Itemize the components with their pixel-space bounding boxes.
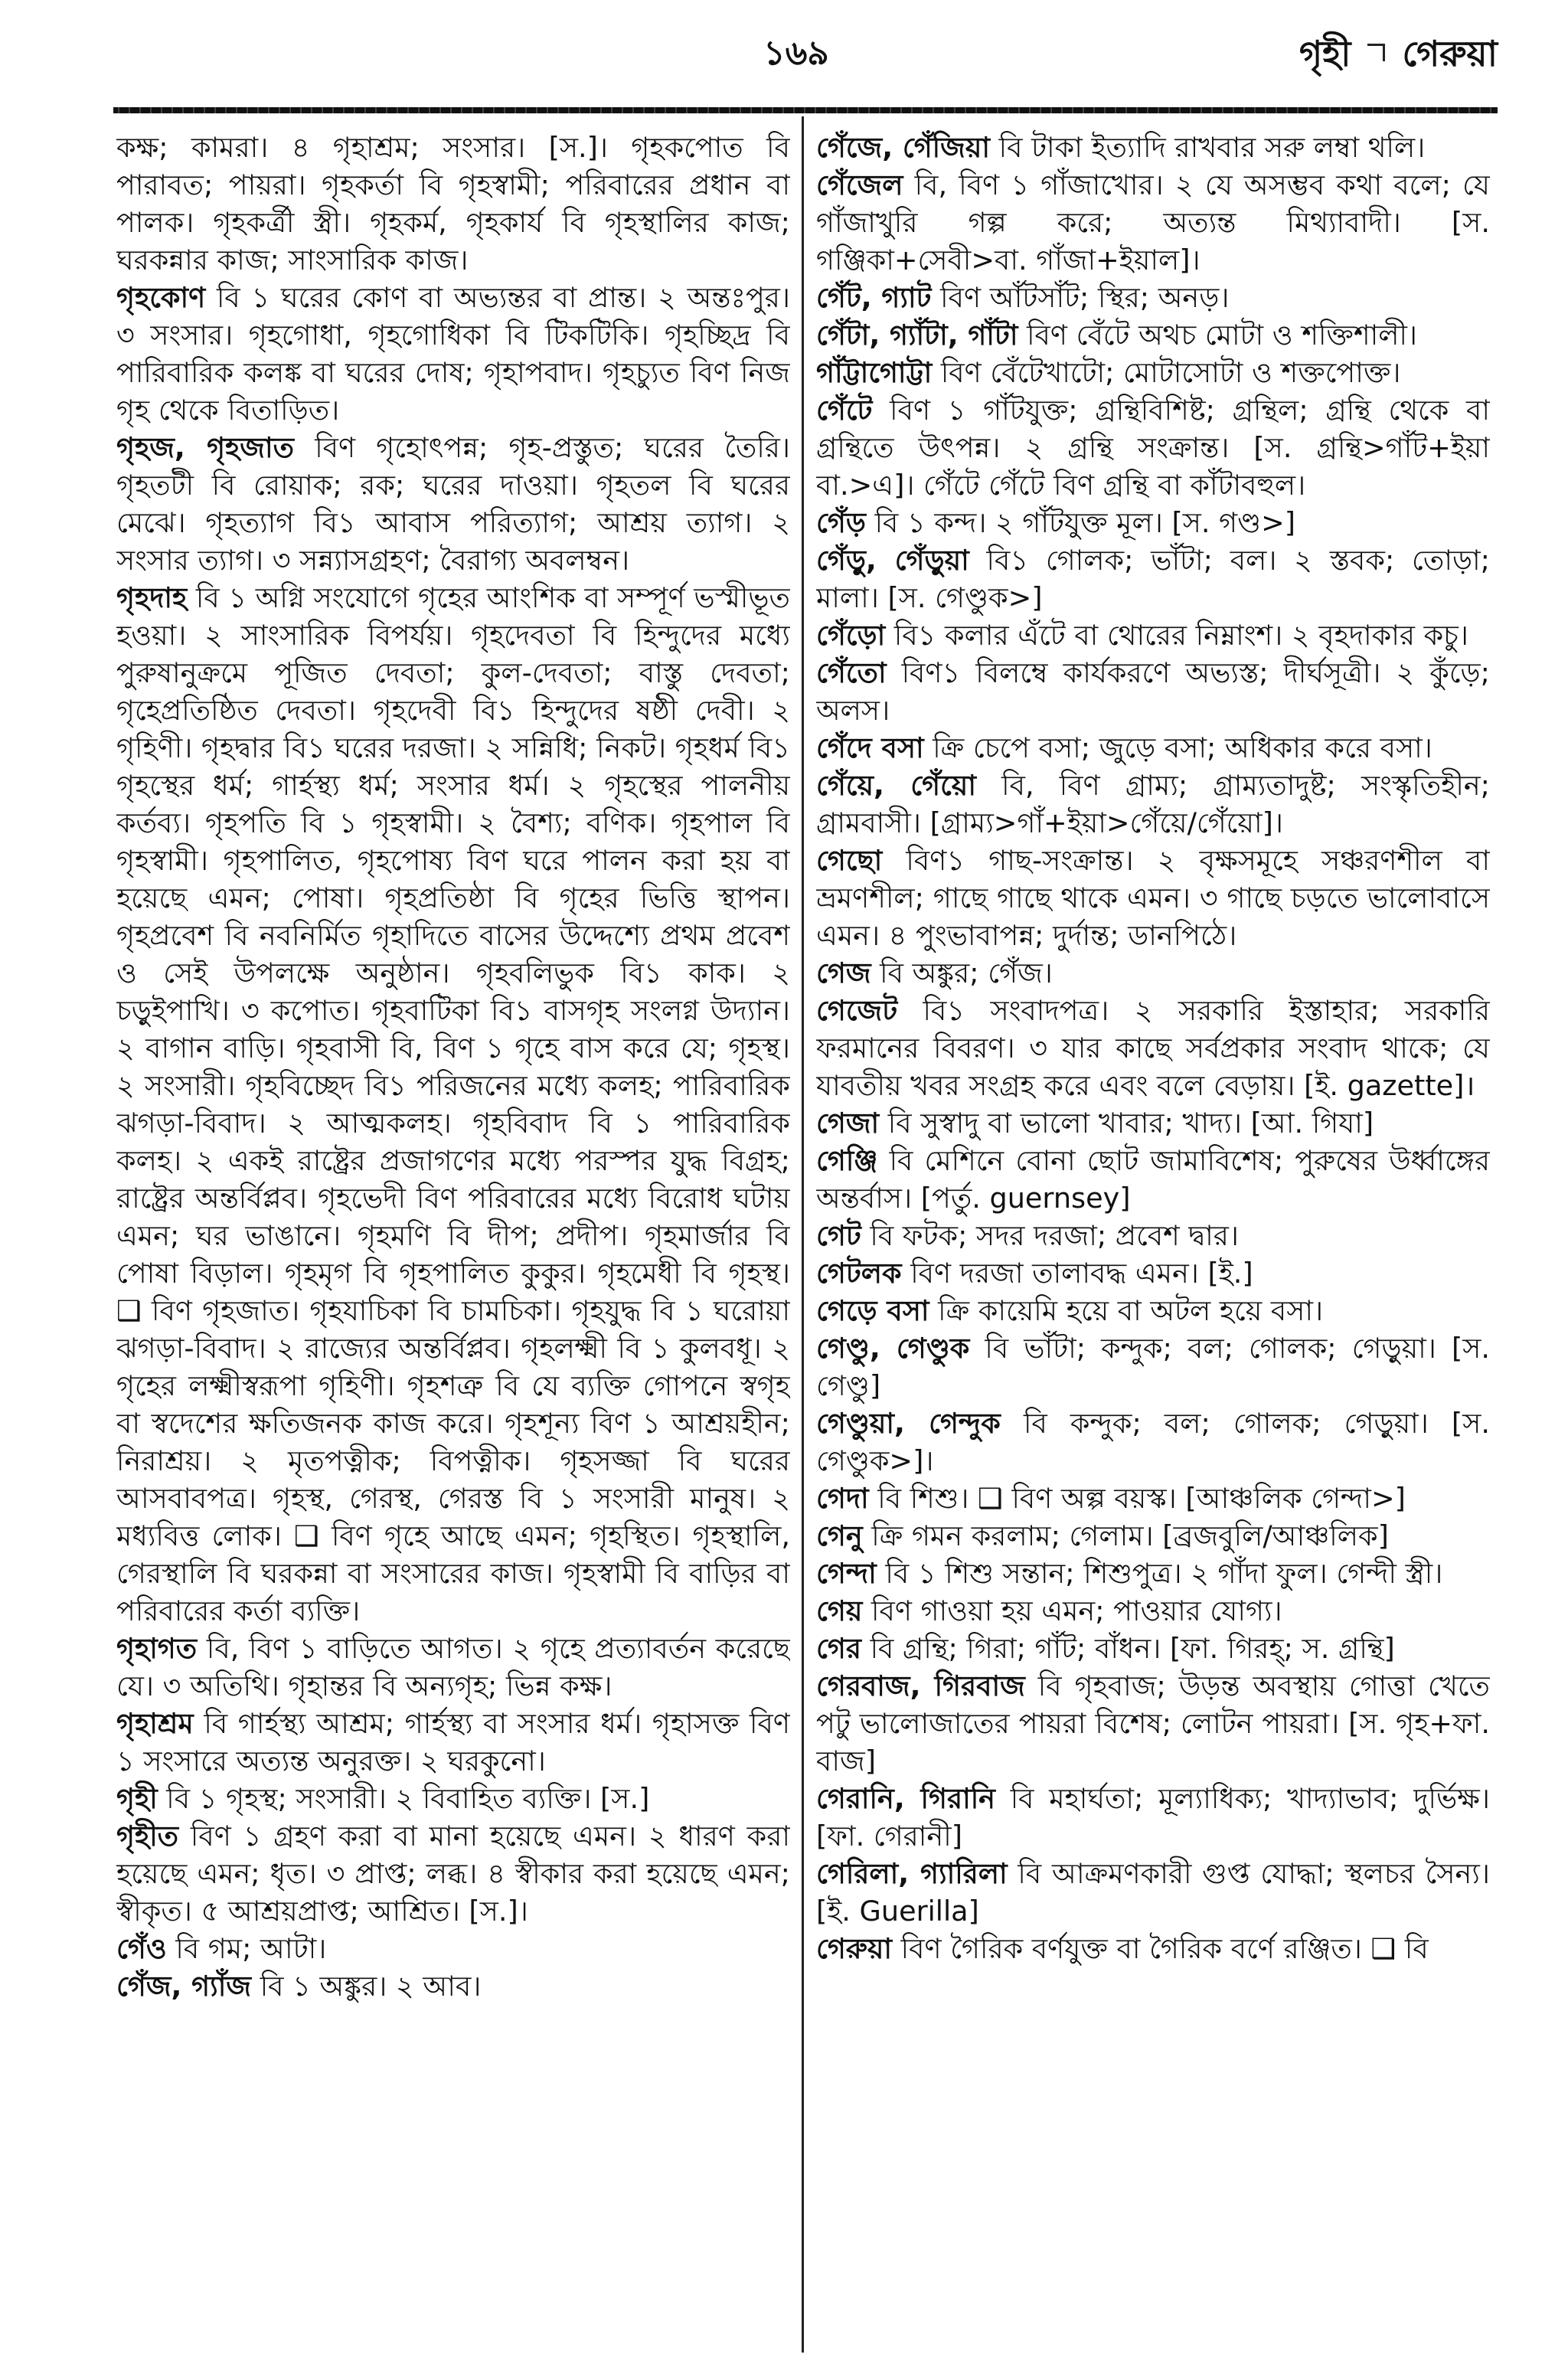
- entry-headword: গাঁট্টাগোট্টা: [816, 356, 933, 389]
- entry-headword: গেরানি, গিরানি: [816, 1782, 996, 1815]
- entry-headword: গেঁয়ে, গেঁয়ো: [816, 769, 976, 802]
- dictionary-entry: [816, 1630, 1490, 1667]
- entry-headword: গেদা: [816, 1482, 869, 1515]
- running-head-first-word: গৃহী: [1298, 33, 1351, 74]
- entry-definition: বিণ১ গাছ-সংক্রান্ত। ২ বৃক্ষসমূহে সঞ্চরণশীল বা ভ্রমণশীল; গাছে গাছে থাকে এমন। ৩ গাছে চড়তে ভালোবাসে এমন। ৪ পুংভাবাপন্ন; দুর্দান্ত; ডানপিঠে।: [816, 844, 1490, 952]
- dictionary-entry: [816, 504, 1490, 541]
- entry-headword: গেঞ্জি: [816, 1144, 878, 1177]
- entry-definition: বিণ দরজা তালাবদ্ধ এমন। [ই.]: [901, 1257, 1253, 1290]
- corner-mark-icon: [1367, 44, 1385, 61]
- entry-definition: বি গার্হস্থ্য আশ্রম; গার্হস্থ্য বা সংসার ধর্ম। গৃহাসক্ত বিণ ১ সংসারে অত্যন্ত অনুরক্ত। ২ ঘরকুনো।: [116, 1707, 790, 1777]
- dictionary-entry: [116, 1705, 790, 1780]
- entry-definition: বি টাকা ইত্যাদি রাখবার সরু লম্বা থলি।: [990, 131, 1426, 164]
- entry-definition: বিণ আঁটসাঁট; স্থির; অনড়।: [931, 281, 1230, 314]
- page-number: ১৬৯: [763, 34, 829, 73]
- dictionary-entry: [816, 1254, 1490, 1292]
- entry-definition: বি ১ কন্দ। ২ গাঁটযুক্ত মূল। [স. গণ্ড>]: [865, 506, 1296, 539]
- entry-headword: গেঁট, গ্যাট: [816, 281, 932, 314]
- dictionary-entry: [816, 129, 1490, 166]
- left-column: [116, 129, 790, 2349]
- entry-headword: গেজেট: [816, 994, 898, 1027]
- entry-headword: গৃহকোণ: [116, 281, 206, 314]
- entry-definition: বিণ বেঁটেখাটো; মোটাসোটা ও শক্তপোক্ত।: [932, 356, 1401, 389]
- entry-definition: ক্রি চেপে বসা; জুড়ে বসা; অধিকার করে বসা।: [923, 731, 1432, 764]
- entry-headword: গেঁটে: [816, 394, 873, 427]
- entry-headword: গৃহদাহ: [116, 581, 188, 614]
- entry-headword: গেণ্ডু, গেণ্ডুক: [816, 1332, 970, 1365]
- dictionary-entry: [816, 391, 1490, 504]
- entry-headword: গেণ্ডুয়া, গেন্দুক: [816, 1407, 1001, 1440]
- entry-definition: বি শিশু। ❑ বিণ অল্প বয়স্ক। [আঞ্চলিক গেন্দা>]: [868, 1482, 1406, 1515]
- dictionary-entry: [816, 1555, 1490, 1592]
- dictionary-entry: [816, 1930, 1490, 1967]
- entry-headword: গেয়: [816, 1594, 863, 1627]
- entry-headword: গেঁজে, গেঁজিয়া: [816, 131, 991, 164]
- entry-definition: বি ১ শিশু সন্তান; শিশুপুত্র। ২ গাঁদা ফুল। গেন্দী স্ত্রী।: [876, 1557, 1443, 1590]
- dictionary-entry: [116, 1817, 790, 1930]
- dictionary-entry: [816, 166, 1490, 279]
- entry-definition: বি, বিণ গ্রাম্য; গ্রাম্যতাদুষ্ট; সংস্কৃতিহীন; গ্রামবাসী। [গ্রাম্য>গাঁ+ইয়া>গেঁয়ে/গেঁয়ো]।: [816, 769, 1490, 839]
- entry-definition: ক্রি কায়েমি হয়ে বা অটল হয়ে বসা।: [929, 1294, 1324, 1327]
- running-head: [1299, 28, 1498, 86]
- entry-definition: বি ১ ঘরের কোণ বা অভ্যন্তর বা প্রান্ত। ২ অন্তঃপুর। ৩ সংসার। গৃহগোধা, গৃহগোধিকা বি টিকটিকি। গৃহচ্ছিদ্র বি পারিবারিক কলঙ্ক বা ঘরের দোষ; গৃহাপবাদ। গৃহচ্যুত বিণ নিজ গৃহ থেকে বিতাড়িত।: [116, 281, 790, 427]
- entry-headword: গেড়ে বসা: [816, 1294, 929, 1327]
- dictionary-entry: [816, 1217, 1490, 1254]
- entry-headword: গেঁড়ু, গেঁড়ুয়া: [816, 544, 969, 577]
- entry-definition: বি ফটক; সদর দরজা; প্রবেশ দ্বার।: [861, 1219, 1239, 1252]
- entry-headword: গেট: [816, 1219, 861, 1252]
- entry-headword: গেঁড়ো: [816, 619, 886, 652]
- entry-headword: গেছো: [816, 844, 883, 877]
- entry-definition: কক্ষ; কামরা। ৪ গৃহাশ্রম; সংসার। [স.]। গৃহকপোত বি পারাবত; পায়রা। গৃহকর্তা বি গৃহস্বামী; পরিবারের প্রধান বা পালক। গৃহকর্ত্রী স্ত্রী। গৃহকর্ম, গৃহকার্য বি গৃহস্থালির কাজ; ঘরকন্নার কাজ; সাংসারিক কাজ।: [116, 131, 790, 276]
- entry-headword: গৃহজ, গৃহজাত: [116, 431, 295, 464]
- dictionary-entry: [816, 1404, 1490, 1480]
- dictionary-entry: [816, 1480, 1490, 1517]
- entry-headword: গেঁদে বসা: [816, 731, 924, 764]
- header-rule: [113, 107, 1498, 113]
- running-head-last-word: গেরুয়া: [1402, 33, 1498, 74]
- dictionary-entry: [116, 579, 790, 1630]
- entry-definition: বিণ ১ গাঁটযুক্ত; গ্রন্থিবিশিষ্ট; গ্রন্থিল; গ্রন্থি থেকে বা গ্রন্থিতে উৎপন্ন। ২ গ্রন্থি সংক্রান্ত। [স. গ্রন্থি>গাঁট+ইয়া বা.>এ]। গেঁটে গেঁটে বিণ গ্রন্থি বা কাঁটাবহুল।: [816, 394, 1490, 502]
- dictionary-entry: [116, 1630, 790, 1705]
- entry-headword: গেঁড়: [816, 506, 866, 539]
- entry-definition: বি ১ গৃহস্থ; সংসারী। ২ বিবাহিত ব্যক্তি। [স.]: [157, 1782, 650, 1815]
- dictionary-entry: [816, 1292, 1490, 1329]
- dictionary-entry: [116, 129, 790, 279]
- entry-headword: গের: [816, 1632, 861, 1665]
- entry-definition: বিণ ১ গ্রহণ করা বা মানা হয়েছে এমন। ২ ধারণ করা হয়েছে এমন; ধৃত। ৩ প্রাপ্ত; লব্ধ। ৪ স্বীকার করা হয়েছে এমন; স্বীকৃত। ৫ আশ্রয়প্রাপ্ত; আশ্রিত। [স.]।: [116, 1820, 790, 1928]
- dictionary-entry: [816, 1592, 1490, 1630]
- dictionary-entry: [816, 354, 1490, 391]
- dictionary-entry: [816, 279, 1490, 316]
- dictionary-entry: [816, 1517, 1490, 1555]
- dictionary-entry: [116, 279, 790, 429]
- entry-definition: বি কন্দুক; বল; গোলক; গেড়ুয়া। [স. গেণ্ডুক>]।: [816, 1407, 1490, 1477]
- entry-headword: গেরবাজ, গিরবাজ: [816, 1669, 1025, 1702]
- entry-headword: গেঁতো: [816, 656, 887, 689]
- entry-headword: গৃহাগত: [116, 1632, 198, 1665]
- entry-headword: গৃহীত: [116, 1820, 179, 1852]
- entry-headword: গেজা: [816, 1107, 880, 1140]
- entry-headword: গেরুয়া: [816, 1932, 893, 1965]
- dictionary-entry: [116, 429, 790, 579]
- dictionary-entry: [816, 316, 1490, 354]
- entry-definition: বি ভাঁটা; কন্দুক; বল; গোলক; গেড়ুয়া। [স. গেণ্ডু]: [816, 1332, 1490, 1402]
- dictionary-entry: [116, 1780, 790, 1817]
- entry-headword: গেঁজ, গ্যাঁজ: [116, 1970, 252, 2003]
- dictionary-entry: [816, 1780, 1490, 1855]
- entry-definition: বি, বিণ ১ গাঁজাখোর। ২ যে অসম্ভব কথা বলে; যে গাঁজাখুরি গল্প করে; অত্যন্ত মিথ্যাবাদী। [স. গঞ্জিকা+সেবী>বা. গাঁজা+ইয়াল]।: [816, 168, 1490, 276]
- dictionary-entry: [816, 842, 1490, 954]
- dictionary-entry: [816, 616, 1490, 654]
- dictionary-entry: [816, 654, 1490, 729]
- entry-definition: বি ১ অঙ্কুর। ২ আব।: [251, 1970, 482, 2003]
- dictionary-entry: [816, 1142, 1490, 1217]
- entry-definition: বি ১ অগ্নি সংযোগে গৃহের আংশিক বা সম্পূর্ণ ভস্মীভূত হওয়া। ২ সাংসারিক বিপর্যয়। গৃহদেবতা বি হিন্দুদের মধ্যে পুরুষানুক্রমে পূজিত দেবতা; কুল-দেবতা; বাস্তু দেবতা; গৃহেপ্রতিষ্ঠিত দেবতা। গৃহদেবী বি১ হিন্দুদের ষষ্ঠী দেবী। ২ গৃহিণী। গৃহদ্বার বি১ ঘরের দরজা। ২ সন্নিধি; নিকট। গৃহধর্ম বি১ গৃহস্থের ধর্ম; গার্হস্থ্য ধর্ম; সংসার ধর্ম। ২ গৃহস্থের পালনীয় কর্তব্য। গৃহপতি বি ১ গৃহস্বামী। ২ বৈশ্য; বণিক। গৃহপাল বি গৃহস্বামী। গৃহপালিত, গৃহপোষ্য বিণ ঘরে পালন করা হয় বা হয়েছে এমন; পোষা। গৃহপ্রতিষ্ঠা বি গৃহের ভিত্তি স্থাপন। গৃহপ্রবেশ বি নবনির্মিত গৃহাদিতে বাসের উদ্দেশ্যে প্রথম প্রবেশ ও সেই উপলক্ষে অনুষ্ঠান। গৃহবলিভুক বি১ কাক। ২ চড়ুইপাখি। ৩ কপোত। গৃহবাটিকা বি১ বাসগৃহ সংলগ্ন উদ্যান। ২ বাগান বাড়ি। গৃহবাসী বি, বিণ ১ গৃহে বাস করে যে; গৃহস্থ। ২ সংসারী। গৃহবিচ্ছেদ বি১ পরিজনের মধ্যে কলহ; পারিবারিক ঝগড়া-বিবাদ। ২ আত্মকলহ। গৃহবিবাদ বি ১ পারিবারিক কলহ। ২ একই রাষ্ট্রের প্রজাগণের মধ্যে পরস্পর যুদ্ধ বিগ্রহ; রাষ্ট্রের অন্তর্বিপ্লব। গৃহভেদী বিণ পরিবারের মধ্যে বিরোধ ঘটায় এমন; ঘর ভাঙানে। গৃহমণি বি দীপ; প্রদীপ। গৃহমার্জার বি পোষা বিড়াল। গৃহমৃগ বি গৃহপালিত কুকুর। গৃহমেধী বি গৃহস্থ। ❑ বিণ গৃহজাত। গৃহযাচিকা বি চামচিকা। গৃহযুদ্ধ বি ১ ঘরোয়া ঝগড়া-বিবাদ। ২ রাজ্যের অন্তর্বিপ্লব। গৃহলক্ষ্মী বি ১ কুলবধূ। ২ গৃহের লক্ষ্মীস্বরূপা গৃহিণী। গৃহশত্রু বি যে ব্যক্তি গোপনে স্বগৃহ বা স্বদেশের ক্ষতিজনক কাজ করে। গৃহশূন্য বিণ ১ আশ্রয়হীন; নিরাশ্রয়। ২ মৃতপত্নীক; বিপত্নীক। গৃহসজ্জা বি ঘরের আসবাবপত্র। গৃহস্থ, গেরস্থ, গেরস্ত বি ১ সংসারী মানুষ। ২ মধ্যবিত্ত লোক। ❑ বিণ গৃহে আছে এমন; গৃহস্থিত। গৃহস্থালি, গেরস্থালি বি ঘরকন্না বা সংসারের কাজ। গৃহস্বামী বি বাড়ির বা পরিবারের কর্তা ব্যক্তি।: [116, 581, 790, 1627]
- column-divider: [802, 116, 804, 2353]
- right-column: [816, 129, 1490, 2349]
- entry-definition: ক্রি গমন করলাম; গেলাম। [ব্রজবুলি/আঞ্চলিক]: [862, 1519, 1389, 1552]
- entry-definition: বি সুস্বাদু বা ভালো খাবার; খাদ্য। [আ. গিযা]: [879, 1107, 1374, 1140]
- entry-headword: গেজ: [816, 956, 871, 989]
- entry-definition: বিণ বেঁটে অথচ মোটা ও শক্তিশালী।: [1018, 319, 1418, 352]
- dictionary-entry: [816, 541, 1490, 616]
- dictionary-entry: [116, 1930, 790, 1967]
- entry-headword: গেটলক: [816, 1257, 902, 1290]
- dictionary-entry: [816, 1855, 1490, 1930]
- entry-definition: বি, বিণ ১ বাড়িতে আগত। ২ গৃহে প্রত্যাবর্তন করেছে যে। ৩ অতিথি। গৃহান্তর বি অন্যগৃহ; ভিন্ন কক্ষ।: [116, 1632, 790, 1702]
- entry-definition: বিণ গাওয়া হয় এমন; পাওয়ার যোগ্য।: [862, 1594, 1282, 1627]
- entry-definition: বি গম; আটা।: [166, 1932, 327, 1965]
- dictionary-entry: [816, 1329, 1490, 1404]
- entry-headword: গৃহী: [116, 1782, 158, 1815]
- entry-definition: বি মেশিনে বোনা ছোট জামাবিশেষ; পুরুষের উর্ধ্বাঙ্গের অন্তর্বাস। [পর্তু. guernsey]: [816, 1144, 1490, 1215]
- entry-definition: বি১ সংবাদপত্র। ২ সরকারি ইস্তাহার; সরকারি ফরমানের বিবরণ। ৩ যার কাছে সর্বপ্রকার সংবাদ থাকে; যে যাবতীয় খবর সংগ্রহ করে এবং বলে বেড়ায়। [ই. gazette]।: [816, 994, 1490, 1102]
- dictionary-entry: [816, 1104, 1490, 1142]
- entry-headword: গৃহাশ্রম: [116, 1707, 194, 1740]
- dictionary-entry: [116, 1967, 790, 2005]
- entry-definition: বিণ গৈরিক বর্ণযুক্ত বা গৈরিক বর্ণে রঞ্জিত। ❑ বি: [892, 1932, 1429, 1965]
- entry-definition: বি মহার্ঘতা; মূল্যাধিক্য; খাদ্যাভাব; দুর্ভিক্ষ। [ফা. গেরানী]: [816, 1782, 1490, 1852]
- entry-headword: গেঁও: [116, 1932, 167, 1965]
- dictionary-entry: [816, 729, 1490, 767]
- dictionary-entry: [816, 767, 1490, 842]
- entry-headword: গেনু: [816, 1519, 863, 1552]
- entry-definition: বি আক্রমণকারী গুপ্ত যোদ্ধা; স্থলচর সৈন্য। [ই. Guerilla]: [816, 1857, 1490, 1928]
- entry-headword: গেন্দা: [816, 1557, 877, 1590]
- entry-definition: বি গৃহবাজ; উড়ন্ত অবস্থায় গোত্তা খেতে পটু ভালোজাতের পায়রা বিশেষ; লোটন পায়রা। [স. গৃহ+ফা. বাজ]: [816, 1669, 1490, 1777]
- entry-definition: বি১ কলার এঁটে বা থোরের নিম্নাংশ। ২ বৃহদাকার কচু।: [885, 619, 1469, 652]
- entry-headword: গেরিলা, গ্যারিলা: [816, 1857, 1008, 1890]
- dictionary-entry: [816, 954, 1490, 992]
- entry-definition: বি গ্রন্থি; গিরা; গাঁট; বাঁধন। [ফা. গিরহ্; স. গ্রন্থি]: [861, 1632, 1395, 1665]
- dictionary-entry: [816, 992, 1490, 1104]
- entry-definition: বি১ গোলক; ভাঁটা; বল। ২ স্তবক; তোড়া; মালা। [স. গেণ্ডুক>]: [816, 544, 1490, 614]
- entry-definition: বিণ গৃহোৎপন্ন; গৃহ-প্রস্তুত; ঘরের তৈরি। গৃহতটী বি রোয়াক; রক; ঘরের দাওয়া। গৃহতল বি ঘরের মেঝে। গৃহত্যাগ বি১ আবাস পরিত্যাগ; আশ্রয় ত্যাগ। ২ সংসার ত্যাগ। ৩ সন্ন্যাসগ্রহণ; বৈরাগ্য অবলম্বন।: [116, 431, 790, 577]
- entry-headword: গেঁজেল: [816, 168, 903, 201]
- page-header: [0, 0, 1568, 115]
- entry-headword: গেঁটা, গ্যাঁটা, গাঁটা: [816, 319, 1018, 352]
- dictionary-entry: [816, 1667, 1490, 1780]
- entry-definition: বি অঙ্কুর; গেঁজ।: [871, 956, 1053, 989]
- entry-definition: বিণ১ বিলম্বে কার্যকরণে অভ্যস্ত; দীর্ঘসূত্রী। ২ কুঁড়ে; অলস।: [816, 656, 1490, 727]
